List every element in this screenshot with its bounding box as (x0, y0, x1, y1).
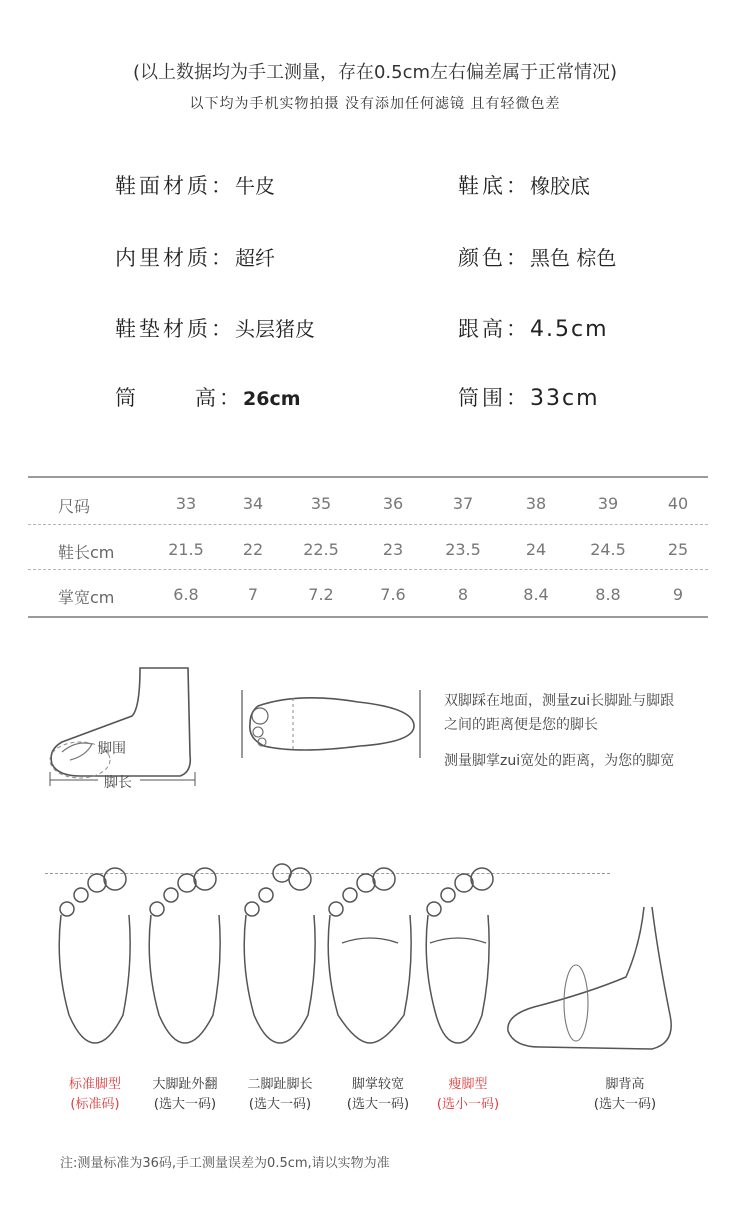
measurement-note: (以上数据均为手工测量，存在0.5cm左右偏差属于正常情况) (132, 62, 618, 83)
spec-shaft-label-a: 筒 (115, 386, 139, 410)
foot-type-name: 瘦脚型 (448, 1077, 488, 1092)
spec-shaft-value: 26cm (243, 388, 301, 410)
table-cell: 34 (242, 494, 264, 513)
table-cell: 21.5 (168, 540, 204, 559)
spec-lining (115, 242, 275, 272)
foot-type-name: 脚掌较宽 (351, 1077, 404, 1092)
table-row (28, 526, 708, 570)
table-cell: 9 (672, 585, 684, 604)
table-cell: 22.5 (303, 540, 339, 559)
spec-insole (115, 313, 315, 343)
spec-upper-value: 牛皮 (235, 174, 275, 198)
toe-mark (60, 902, 74, 916)
foot-outline (426, 915, 489, 1043)
spec-heel-label: 跟高： (458, 317, 530, 341)
spec-insole-label: 鞋垫材质： (115, 317, 235, 341)
foot-type-name: 脚背高 (605, 1077, 645, 1092)
spec-heel (458, 313, 609, 343)
toe-mark (104, 868, 126, 890)
table-row (28, 571, 708, 615)
table-cell: 6.8 (173, 585, 199, 604)
table-cell: 8 (457, 585, 469, 604)
toe-mark (178, 874, 196, 892)
spec-sole-value: 橡胶底 (530, 174, 590, 198)
foot-outline (244, 915, 315, 1043)
foot-outline (149, 915, 220, 1043)
toe-mark (259, 888, 273, 902)
table-divider (28, 524, 708, 525)
toe-mark (373, 868, 395, 890)
toe-mark (194, 868, 216, 890)
table-cell: 23 (382, 540, 404, 559)
foot-type-advice: (选大一码) (346, 1097, 410, 1112)
width-arrow (430, 938, 486, 943)
spec-insole-value: 头层猪皮 (235, 317, 315, 341)
table-bottom-rule (28, 616, 708, 618)
foot-type-name: 标准脚型 (68, 1077, 121, 1092)
table-cell: 40 (667, 494, 689, 513)
spec-circumference (458, 382, 600, 412)
footer-note: 注:测量标准为36码,手工测量误差为0.5cm,请以实物为准 (60, 1156, 390, 1171)
table-cell: 35 (310, 494, 332, 513)
toe-mark (471, 868, 493, 890)
table-cell: 23.5 (445, 540, 481, 559)
girth-label: 脚围 (98, 741, 126, 757)
toe-mark (343, 888, 357, 902)
toe-mark (150, 902, 164, 916)
spec-lining-value: 超纤 (235, 246, 275, 270)
table-cell: 38 (525, 494, 547, 513)
spec-shaft-label-b: 高： (195, 386, 243, 410)
foot-top-diagram (238, 688, 428, 760)
foot-type-advice: (标准码) (70, 1097, 120, 1112)
table-cell: 7.6 (380, 585, 406, 604)
table-cell: 8.4 (523, 585, 549, 604)
toe-mark (88, 874, 106, 892)
table-cell: 7.2 (308, 585, 334, 604)
table-row-label: 掌宽cm (58, 588, 115, 607)
spec-circ-label: 筒围： (458, 386, 530, 410)
toe-mark (329, 902, 343, 916)
spec-shaft (115, 382, 301, 412)
table-row-label: 鞋长cm (58, 543, 115, 562)
foot-types-diagram (40, 865, 720, 1055)
table-cell: 39 (597, 494, 619, 513)
table-cell: 24.5 (590, 540, 626, 559)
toe-mark (427, 902, 441, 916)
spec-upper (115, 170, 275, 200)
spec-sole-label: 鞋底： (458, 174, 530, 198)
spec-heel-value: 4.5cm (530, 317, 609, 342)
instruction-length-1: 双脚踩在地面，测量zui长脚趾与脚跟 (444, 693, 675, 709)
foot-outline (59, 915, 130, 1043)
spec-color-label: 颜色： (458, 246, 530, 270)
table-cell: 37 (452, 494, 474, 513)
spec-circ-value: 33cm (530, 386, 600, 411)
length-label: 脚长 (104, 775, 132, 791)
width-arrow (342, 938, 398, 943)
spec-lining-label: 内里材质： (115, 246, 235, 270)
table-cell: 8.8 (595, 585, 621, 604)
table-cell: 7 (247, 585, 259, 604)
toe-mark (357, 874, 375, 892)
spec-upper-label: 鞋面材质： (115, 174, 235, 198)
foot-type-advice: (选大一码) (153, 1097, 217, 1112)
foot-type-name: 二脚趾脚长 (247, 1077, 313, 1092)
table-row-label: 尺码 (58, 497, 91, 516)
table-cell: 36 (382, 494, 404, 513)
table-cell: 22 (242, 540, 264, 559)
toe-mark (455, 874, 473, 892)
photo-note: 以下均为手机实物拍摄 没有添加任何滤镜 且有轻微色差 (189, 96, 561, 112)
table-cell: 24 (525, 540, 547, 559)
table-top-rule (28, 476, 708, 478)
foot-type-advice: (选小一码) (436, 1097, 500, 1112)
foot-outline (328, 915, 411, 1043)
toe-mark (289, 868, 311, 890)
toe-mark (74, 888, 88, 902)
spec-color-value: 黑色 棕色 (530, 246, 617, 270)
foot-type-advice: (选大一码) (248, 1097, 312, 1112)
toe-mark (245, 902, 259, 916)
instruction-width: 测量脚掌zui宽处的距离，为您的脚宽 (444, 753, 675, 769)
table-row (28, 480, 708, 524)
foot-type-name: 大脚趾外翻 (152, 1077, 218, 1092)
table-cell: 33 (175, 494, 197, 513)
toe-mark (441, 888, 455, 902)
spec-color (458, 242, 616, 272)
table-cell: 25 (667, 540, 689, 559)
instruction-length-2: 之间的距离便是您的脚长 (444, 717, 598, 733)
foot-side-diagram (40, 660, 210, 790)
foot-type-advice: (选大一码) (593, 1097, 657, 1112)
toe-mark (164, 888, 178, 902)
spec-sole (458, 170, 590, 200)
